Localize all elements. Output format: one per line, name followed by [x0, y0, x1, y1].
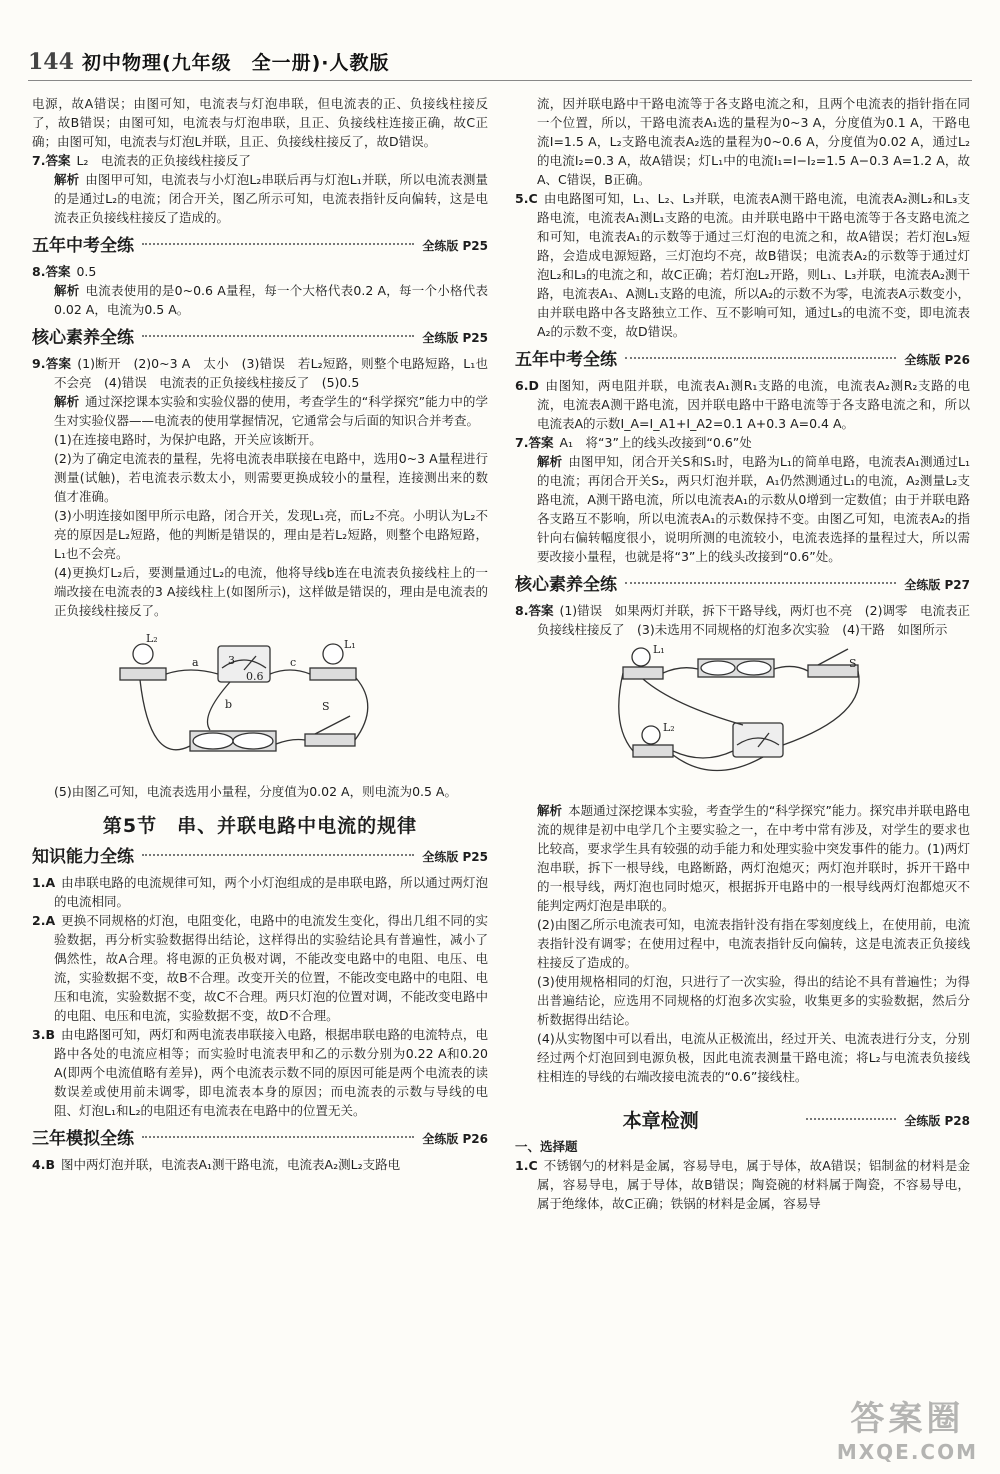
list-item: 4.B 图中两灯泡并联，电流表A₁测干路电流，电流表A₂测L₂支路电 — [32, 1157, 401, 1172]
section-knowledge-ability: 知识能力全练 全练版 P25 — [32, 847, 488, 867]
q8-answer-right: 8.答案 (1)错误 如果两灯并联，拆下干路导线，两灯也不亮 (2)调零 电流表正负接线柱接反了 (3)未选用不同规格的灯泡多次实验 (4)干路 如图所示 — [515, 603, 970, 637]
q7-analysis-right: 解析 由图甲知，闭合开关S和S₁时，电路为L₁的简单电路，电流表A₁测通过L₁的电流；再闭合开关S₂，两只灯泡并联，A₁仍然测通过L₁的电流，A₂测量L₂支路电流，A测干路电流，所以电流表A₁的示数从0增到一定数值；由于并联电路各支路互不影响，所以电流表A₁的示数保持不变。由图乙可知，电流表A₂的指针向右偏转幅度很小，说明所测的电流较小，电流表选择的量程过大，所以需要改接小量程，也就是将“3”上的线头改接到“0.6”处。 — [537, 454, 970, 564]
section-core-literacy: 核心素养全练 全练版 P25 — [32, 328, 488, 348]
q4-continuation: 流，因并联电路中干路电流等于各支路电流之和，且两个电流表的指针指在同一个位置，所以，干路电流表A₁选的量程为0~3 A，分度值为0.1 A，干路电流I=1.5 A，L₂支路电流表A₂选的量程为0~0.6 A，分度值为0.02 A，通过L₂的电流I₂=0.3 A，故A错误；灯L₁中的电流I₁=I−I₂=1.5 A−0.3 A=1.2 A，故A、C错误，B正确。 — [537, 96, 970, 187]
svg-text:3: 3 — [228, 654, 235, 667]
section-five-year-exam: 五年中考全练 全练版 P25 — [32, 236, 488, 256]
list-item: 1.A 由串联电路的电流规律可知，两个小灯泡组成的是串联电路，所以通过两灯泡的电流相同。 — [32, 875, 488, 909]
svg-text:b: b — [225, 698, 233, 711]
page-header — [28, 48, 390, 75]
watermark-logo: 答案圈 MXQE.COM — [836, 1399, 978, 1464]
list-item: 1.C 不锈钢勺的材料是金属，容易导电，属于导体，故A错误；铝制盆的材料是金属，容易导电，属于导体，故B错误；陶瓷碗的材料属于陶瓷，不容易导电，属于绝缘体，故C正确；铁锅的材料是金属，容易导 — [515, 1158, 970, 1211]
intro-text: 电源，故A错误；由图可知，电流表与灯泡串联，但电流表的正、负接线柱接反了，故B错误；由图可知，电流表与灯泡串联，且正、负接线柱连接正确，故C正确；由图可知，电流表与灯泡L并联，且正、负接线柱接反了，故D错误。 — [32, 96, 488, 149]
q8-analysis: 解析 电流表使用的是0~0.6 A量程，每一个大格代表0.2 A，每一个小格代表0.02 A，电流为0.5 A。 — [54, 283, 488, 317]
q9-answer: 9.答案 (1)断开 (2)0~3 A 太小 (3)错误 若L₂短路，则整个电路短路，L₁也不会亮 (4)错误 电流表的正负接线柱接反了 (5)0.5 — [32, 356, 488, 390]
svg-text:L₁: L₁ — [652, 645, 665, 656]
answer-label: 7.答案 — [32, 153, 71, 168]
q8-point: (3)使用规格相同的灯泡，只进行了一次实验，得出的结论不具有普遍性；为得出普遍结论，应选用不同规格的灯泡多次实验，收集更多的实验数据，然后分析数据得出结论。 — [537, 974, 970, 1027]
book-title: 初中物理(九年级 全一册)·人教版 — [81, 52, 390, 74]
svg-text:L₁: L₁ — [344, 638, 356, 651]
svg-text:S: S — [322, 700, 330, 713]
q9-analysis: 解析 通过深挖课本实验和实验仪器的使用，考查学生的“科学探究”能力中的学生对实验仪器——电流表的使用掌握情况，它通常会与后面的知识合并考查。 — [54, 394, 488, 428]
svg-text:S: S — [848, 657, 857, 670]
svg-text:a: a — [192, 656, 199, 669]
q7-analysis: 解析 由图甲可知，电流表与小灯泡L₂串联后再与灯泡L₁并联，所以电流表测量的是通过L₂的电流；闭合开关，图乙所示可知，电流表指针反向偏转，这是电流表正负接线柱接反了造成的。 — [54, 172, 488, 225]
q9-point: (3)小明连接如图甲所示电路，闭合开关，发现L₁亮，而L₂不亮。小明认为L₂不亮的原因是L₂短路，他的判断是错误的，理由是若L₂短路，则整个电路短路，L₁也不会亮。 — [54, 508, 488, 561]
q9-point: (2)为了确定电流表的量程，先将电流表串联接在电路中，选用0~3 A量程进行测量(试触)，若电流表示数太小，则需要更换成较小的量程，连接测出来的数值才准确。 — [54, 451, 488, 504]
circuit-figure-right — [613, 645, 873, 795]
section-three-year-mock: 三年模拟全练 全练版 P26 — [32, 1129, 488, 1149]
chapter-title: 第5节 串、并联电路中电流的规律 — [102, 815, 418, 837]
q8-analysis-right: 解析 本题通过深挖课本实验，考查学生的“科学探究”能力。探究串并联电路电流的规律是初中电学几个主要实验之一，在中考中常有涉及，对学生的要求也比较高，要求学生具有较强的动手能力和处理实验中突发事件的能力。(1)两灯泡串联，拆下一根导线，电路断路，两灯泡熄灭；两灯泡并联时，拆开干路中的一根导线，两灯泡也同时熄灭，根据拆开电路中的一根导线两灯泡都熄灭不能判定两灯泡是串联的。 — [537, 803, 970, 913]
q9-point: (5)由图乙可知，电流表选用小量程，分度值为0.02 A，则电流为0.5 A。 — [54, 784, 457, 799]
q9-point: (1)在连接电路时，为保护电路，开关应该断开。 — [54, 432, 322, 447]
svg-text:L₂: L₂ — [146, 632, 158, 645]
header-rule — [28, 80, 972, 81]
q7-answer-right: 7.答案 A₁ 将“3”上的线头改接到“0.6”处 — [515, 435, 752, 450]
list-item: 2.A 更换不同规格的灯泡，电阻变化，电路中的电流发生变化，得出几组不同的实验数据，再分析实验数据得出结论，这样得出的实验结论具有普遍性，减小了偶然性，故A合理。将电源的正负极对调，不能改变电路中的电阻、电压、电流，实验数据不变，故B不合理。改变开关的位置，不能改变电路中的电阻、电压和电流，实验数据不变，故C不合理。两只灯泡的位置对调，不能改变电路中的电阻、电压和电流，实验数据不变，故D不合理。 — [32, 913, 488, 1023]
list-item: 5.C 由电路图可知，L₁、L₂、L₃并联，电流表A测干路电流，电流表A₂测L₂和L₃支路电流，电流表A₁测L₁支路的电流。由并联电路中干路电流等于各支路电流之和可知，电流表A₁的示数等于通过三灯泡的电流之和，故A错误；若灯泡L₃短路，会造成电源短路，三灯泡均不亮，故B错误；电流表A₂的示数等于通过灯泡L₂和L₃的电流之和，故C正确；若灯泡L₂开路，则L₁、L₃并联，电流表A₂测干路，电流表A₁、A测L₁支路的电流，所以A₂的示数不为零，电流表A示数变小，由并联电路中各支路独立工作、互不影响可知，通过L₃的电流不变，即电流表A₂的示数不变，故D错误。 — [515, 191, 970, 339]
q7-answer: 7.答案 L₂ 电流表的正负接线柱接反了 — [32, 153, 251, 168]
subsection-title: 一、选择题 — [515, 1139, 578, 1154]
q8-point: (2)由图乙所示电流表可知，电流表指针没有指在零刻度线上，在使用前，电流表指针没有调零；在使用过程中，电流表指针反向偏转，这是电流表正负接线柱接反了造成的。 — [537, 917, 970, 970]
section-chapter-test: 本章检测 全练版 P28 — [622, 1110, 970, 1132]
q9-point: (4)更换灯L₂后，要测量通过L₂的电流，他将导线b连在电流表负接线柱上的一端改接在电流表的3 A接线柱上(如图所示)，这样做是错误的，理由是电流表的正负接线柱接反了。 — [54, 565, 488, 618]
svg-text:c: c — [290, 656, 297, 669]
q8-point: (4)从实物图中可以看出，电流从正极流出，经过开关、电流表进行分支，分别经过两个灯泡回到电源负极，因此电流表测量干路电流；将L₂与电流表负接线柱相连的导线的右端改接电流表的“0.6”接线柱。 — [537, 1031, 970, 1084]
left-column — [32, 94, 488, 1174]
circuit-figure-left — [110, 626, 410, 776]
q8-answer: 8.答案 0.5 — [32, 264, 97, 279]
right-column — [515, 94, 970, 1213]
svg-text:L₂: L₂ — [662, 721, 675, 734]
page-number: 144 — [28, 49, 74, 75]
list-item: 6.D 由图知，两电阻并联，电流表A₁测R₁支路的电流，电流表A₂测R₂支路的电流，电流表A测干路电流，因并联电路中干路电流等于各支路电流之和，所以电流表A的示数I_A=I_A1+I_A2=0.1 A+0.3 A=0.4 A。 — [515, 378, 970, 431]
list-item: 3.B 由电路图可知，两灯和两电流表串联接入电路，根据串联电路的电流特点，电路中各处的电流应相等；而实验时电流表甲和乙的示数分别为0.22 A和0.20 A(即两个电流值略有差异)，两个电流表示数不同的原因可能是两个电流表的读数误差或使用前未调零，即电流表本身的原因；而电流表的示数与导线的电阻、灯泡L₁和L₂的电阻还有电流表在电路中的位置无关。 — [32, 1027, 488, 1118]
svg-text:0.6: 0.6 — [246, 670, 264, 683]
section-five-year-exam-2: 五年中考全练 全练版 P26 — [515, 350, 970, 370]
analysis-label: 解析 — [54, 172, 80, 187]
section-core-literacy-2: 核心素养全练 全练版 P27 — [515, 575, 970, 595]
